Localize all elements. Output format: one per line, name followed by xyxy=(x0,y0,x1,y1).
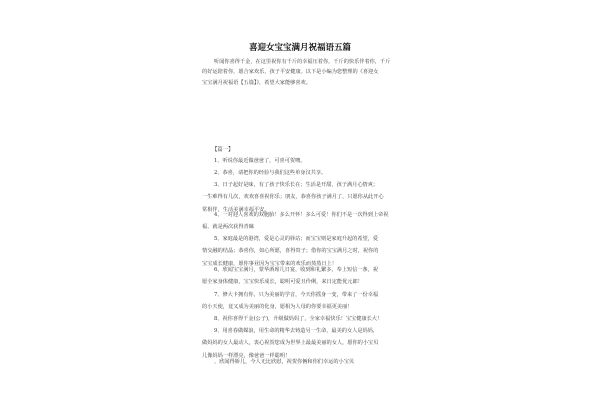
item-line: 4、一对迎人喜欢的双胞胎！多么开怀！多么可爱！你们不是一次得到上帝祝 xyxy=(214,212,389,218)
intro-line: 的好运陪着你，愿合家欢乐，孩子平安健康。以下是小编为您整理的《喜迎女 xyxy=(202,69,379,76)
item-line: 常相伴，生活美满幸福平安。 xyxy=(202,206,270,213)
item-line: 情交融的结晶；恭喜你，如心所愿，喜得贵子；借你的宝宝满月之时，祝你的 xyxy=(202,248,379,255)
section-heading: 【篇一】 xyxy=(212,147,234,153)
item-line: 做妈妈的女人最动人，衷心祝贺您成为世界上最最美丽的女人，愿你的小宝贝 xyxy=(202,340,379,347)
item-line: 2、恭喜，请把你的经验与我们这些单身汉共享。 xyxy=(214,170,327,176)
intro-paragraph xyxy=(202,57,410,88)
item-line: 1、听说你最近做爸爸了，可喜可贺噢。 xyxy=(214,158,306,164)
item-line: 3、日子起好是味，有了孩子快乐长在；生活是开甜，孩子满月心情爽； xyxy=(214,182,379,188)
item-line: 的小天使，竟又成为美丽的化身，愿相为人母的你要幸福更美丽！ xyxy=(202,304,353,311)
item-line: 福，就是两次获得青睐 xyxy=(202,224,254,231)
item-line: 、欣闻得娇儿，今人无比欣慰，祝贺你俩和你们幸运的小宝贝 xyxy=(214,359,355,365)
document-title: 喜迎女宝宝满月祝福语五篇 xyxy=(248,43,351,53)
list-item xyxy=(202,264,410,289)
item-line: 宝宝成长健康，愿你事业因为宝宝带来的欢乐而蒸蒸日上！ xyxy=(202,260,337,267)
list-item xyxy=(202,155,410,167)
item-line: 8、祝你喜得千金(公子)，升级做妈妈了，全家幸福快乐！宝宝健康长大！ xyxy=(214,316,383,322)
item-line: 一生难得有几次，欢欢喜喜祝你乐；朋友，恭喜你孩子满月了，只愿你从此开心 xyxy=(202,194,384,201)
list-item xyxy=(202,289,410,314)
intro-line: 听闻你喜得千金，在这里祝你有千斤的幸福压着你，千斤的快乐伴着你，千斤 xyxy=(214,59,391,65)
item-line: 儿像妈妈一样漂亮，像爸爸一样聪明！ xyxy=(202,352,291,359)
item-line: 6、欣闻宝宝满月，蒙华酒席几日宴，收到和礼繁多，奉上短信一条，祝 xyxy=(214,267,379,273)
item-line: 5、家庭最是的港湾，爱是心灵的驿站；而宝宝则是家庭升起的希望，爱 xyxy=(214,236,379,242)
item-line: 7、修大卡拥有你，只为美丽的学音，今天你摇身一变，带来了一份幸福 xyxy=(214,292,379,298)
list-item xyxy=(202,356,410,368)
item-line: 愿全家身体健康，宝宝快乐成长，聪明可爱且伶俐，来日定能优元郎！ xyxy=(202,279,363,286)
list-item xyxy=(202,313,410,325)
list-item xyxy=(202,209,410,234)
intro-line: 宝宝满月祝福语【五篇】》，希望大家能够喜欢。 xyxy=(202,79,311,86)
list-item xyxy=(202,167,410,179)
item-line: 9、用喜春做媒浪，用生命的精华去铸造另一生命，最美的女人是妈妈， xyxy=(214,328,379,334)
